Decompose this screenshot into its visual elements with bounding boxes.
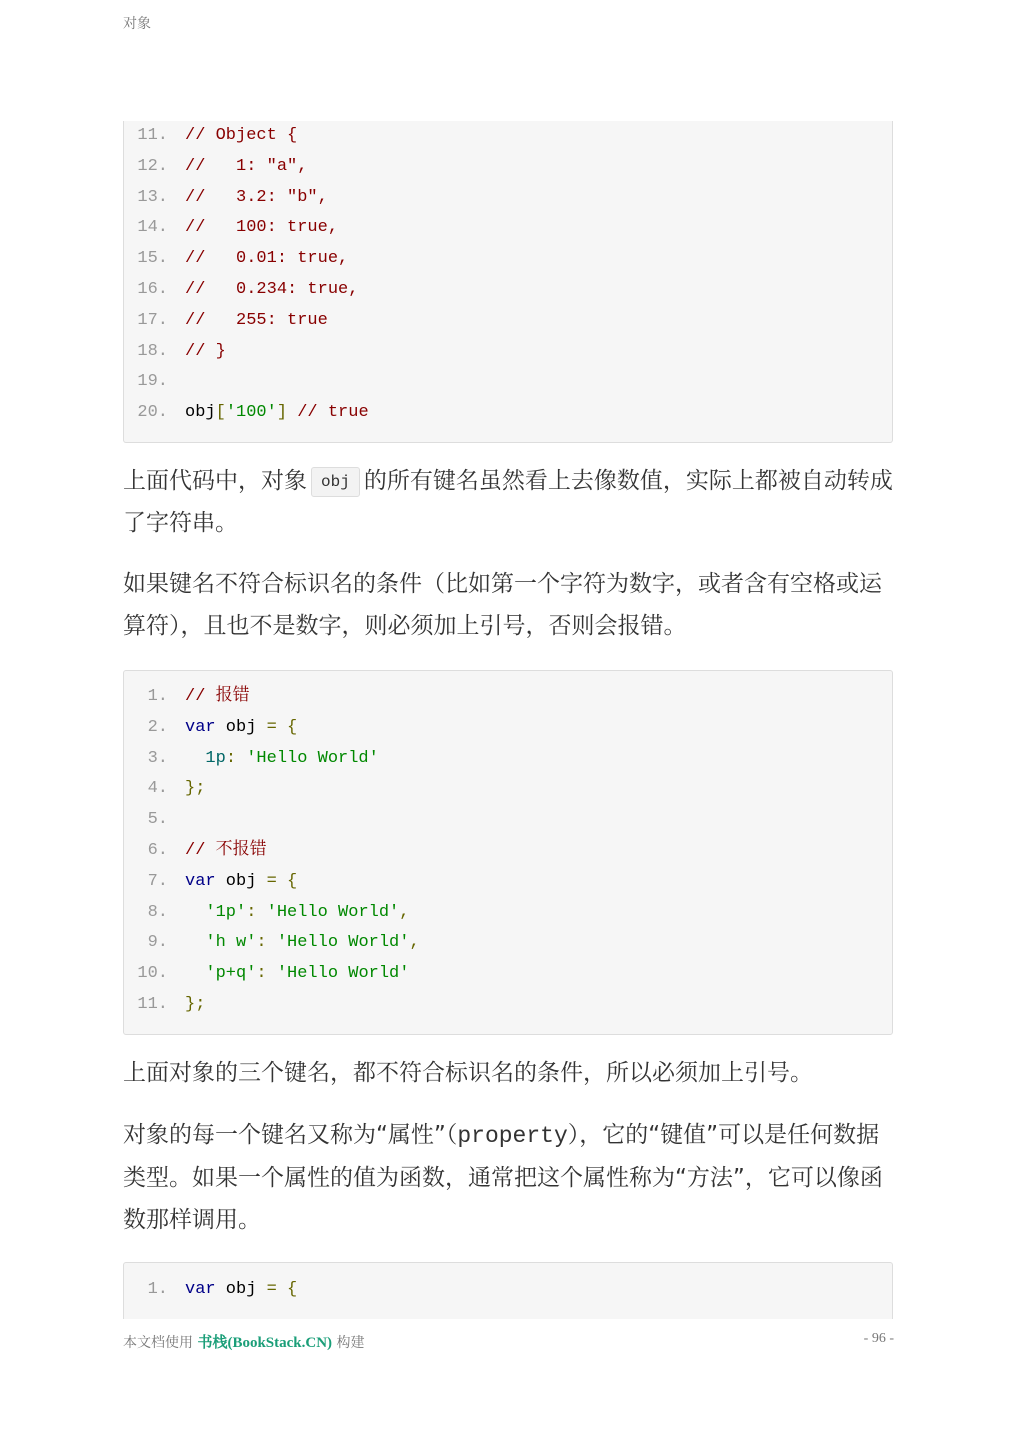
line-number: 7. <box>147 871 168 891</box>
code-token: obj <box>215 717 267 737</box>
code-line <box>124 898 892 929</box>
code-token <box>236 749 246 768</box>
code-token: var <box>185 717 216 737</box>
code-token: var <box>185 1280 216 1299</box>
code-line <box>124 990 892 1021</box>
code-line <box>124 244 892 275</box>
code-block <box>123 670 893 1035</box>
code-text <box>185 836 267 867</box>
code-token <box>267 933 277 952</box>
code-text <box>185 275 358 306</box>
code-block <box>123 1262 893 1319</box>
code-line <box>124 152 892 183</box>
code-token: 'p+q' <box>205 964 257 984</box>
code-text <box>185 990 205 1021</box>
code-line <box>124 774 892 805</box>
code-token: // 100: true, <box>185 218 339 238</box>
code-text <box>185 152 307 183</box>
code-token: obj <box>215 1280 267 1299</box>
code-token: // 不报错 <box>185 840 267 860</box>
code-token: = { <box>266 1280 298 1299</box>
line-number: 1. <box>147 687 168 706</box>
code-token: }; <box>185 994 206 1014</box>
footer-prefix: 本文档使用 <box>123 1335 193 1351</box>
line-number: 18. <box>137 341 168 361</box>
code-token: 'Hello World' <box>266 902 400 922</box>
code-block <box>123 121 893 443</box>
footer-credit <box>123 1331 365 1352</box>
code-token: }; <box>185 779 206 799</box>
line-number: 19. <box>137 372 168 392</box>
code-text <box>185 398 369 429</box>
code-token: [ <box>215 403 226 423</box>
code-token: = { <box>266 871 298 891</box>
line-number: 4. <box>147 779 168 799</box>
code-text <box>185 1275 297 1306</box>
code-token: // 3.2: "b", <box>185 187 328 207</box>
code-token: : <box>256 964 267 984</box>
line-number: 12. <box>137 156 168 176</box>
code-token: // 0.01: true, <box>185 249 349 269</box>
property-term: property <box>457 1123 568 1149</box>
code-token: 'Hello World' <box>276 933 410 953</box>
code-text <box>185 867 297 898</box>
code-token: // Object { <box>185 126 298 145</box>
code-text <box>185 774 205 805</box>
line-number: 15. <box>137 249 168 269</box>
code-token: // 报错 <box>185 687 250 706</box>
code-line <box>124 744 892 775</box>
running-header: 对象 <box>123 16 151 32</box>
code-token <box>185 964 205 983</box>
code-line <box>124 306 892 337</box>
code-text <box>185 183 328 214</box>
code-text <box>185 928 420 959</box>
code-token: // true <box>297 403 369 423</box>
line-number: 20. <box>137 403 168 423</box>
code-line <box>124 928 892 959</box>
code-line <box>124 183 892 214</box>
code-token <box>185 749 205 768</box>
line-number: 10. <box>137 964 168 984</box>
code-text <box>185 306 328 337</box>
code-line <box>124 682 892 713</box>
code-text <box>185 744 379 775</box>
code-line <box>124 867 892 898</box>
bookstack-link[interactable]: 书栈(BookStack.CN) <box>197 1335 333 1351</box>
code-token: : <box>256 933 267 953</box>
code-line <box>124 836 892 867</box>
code-line <box>124 337 892 368</box>
line-number: 5. <box>147 810 168 830</box>
code-text <box>185 898 409 929</box>
code-token: ] <box>276 403 288 423</box>
line-number: 17. <box>137 310 168 330</box>
page-number: - 96 - <box>863 1331 894 1346</box>
line-number: 1. <box>147 1280 168 1299</box>
line-number: 3. <box>147 748 168 768</box>
code-line <box>124 959 892 990</box>
code-token: 'Hello World' <box>276 964 410 984</box>
code-token: , <box>399 902 410 922</box>
code-line <box>124 713 892 744</box>
code-token: obj <box>215 871 267 891</box>
code-token <box>287 403 297 422</box>
line-number: 11. <box>137 994 168 1014</box>
code-token <box>185 933 205 952</box>
paragraph-text: 对象的每一个键名又称为“属性”（ <box>123 1122 458 1148</box>
paragraph-text: 上面代码中，对象 <box>123 468 307 494</box>
code-text <box>185 244 348 275</box>
line-number: 2. <box>147 717 168 737</box>
code-line <box>124 213 892 244</box>
paragraph: 如果键名不符合标识名的条件（比如第一个字符为数字，或者含有空格或运算符），且也不是数字，则必须加上引号，否则会报错。 <box>123 571 882 639</box>
code-token: = { <box>266 717 298 737</box>
code-token: '1p' <box>205 902 247 922</box>
code-line <box>124 805 892 836</box>
code-token <box>256 903 266 922</box>
paragraph <box>123 1114 898 1241</box>
line-number: 14. <box>137 218 168 238</box>
line-number: 6. <box>147 840 168 860</box>
paragraph-text: 的所有键名虽然看上去像数值，实际上都被自动转成了字符串。 <box>123 468 893 536</box>
code-token <box>185 903 205 922</box>
code-token: obj <box>185 403 216 423</box>
code-token: var <box>185 871 216 891</box>
line-number: 8. <box>147 902 168 922</box>
code-text <box>185 337 226 368</box>
code-token: 'h w' <box>205 933 257 953</box>
inline-code: obj <box>311 467 360 497</box>
paragraph: 上面对象的三个键名，都不符合标识名的条件，所以必须加上引号。 <box>123 1060 813 1086</box>
code-token: '100' <box>225 403 277 423</box>
paragraph <box>123 460 898 544</box>
code-text <box>185 213 338 244</box>
line-number: 9. <box>147 933 168 953</box>
code-token: // } <box>185 341 226 361</box>
paragraph-text: ），它的“键值”可以是任何数据类型。如果一个属性的值为函数，通常把这个属性称为“方法”，它可以像函数那样调用。 <box>123 1122 883 1233</box>
code-token: // 0.234: true, <box>185 279 359 299</box>
code-token: 'Hello World' <box>246 748 379 768</box>
code-token: // 255: true <box>185 310 328 330</box>
code-line <box>124 398 892 429</box>
code-token <box>267 964 277 983</box>
code-token: // 1: "a", <box>185 156 308 176</box>
code-token: : <box>225 748 237 768</box>
code-text <box>185 713 297 744</box>
code-text <box>185 959 409 990</box>
line-number: 11. <box>137 126 168 145</box>
footer-suffix: 构建 <box>336 1335 365 1351</box>
code-token: , <box>409 933 420 953</box>
code-line <box>124 1275 892 1306</box>
code-token: : <box>246 902 257 922</box>
line-number: 13. <box>137 187 168 207</box>
code-token: 1p <box>205 748 226 768</box>
code-text <box>185 682 250 713</box>
code-line <box>124 275 892 306</box>
line-number: 16. <box>137 279 168 299</box>
code-text <box>185 121 297 152</box>
code-line <box>124 367 892 398</box>
code-line <box>124 121 892 152</box>
